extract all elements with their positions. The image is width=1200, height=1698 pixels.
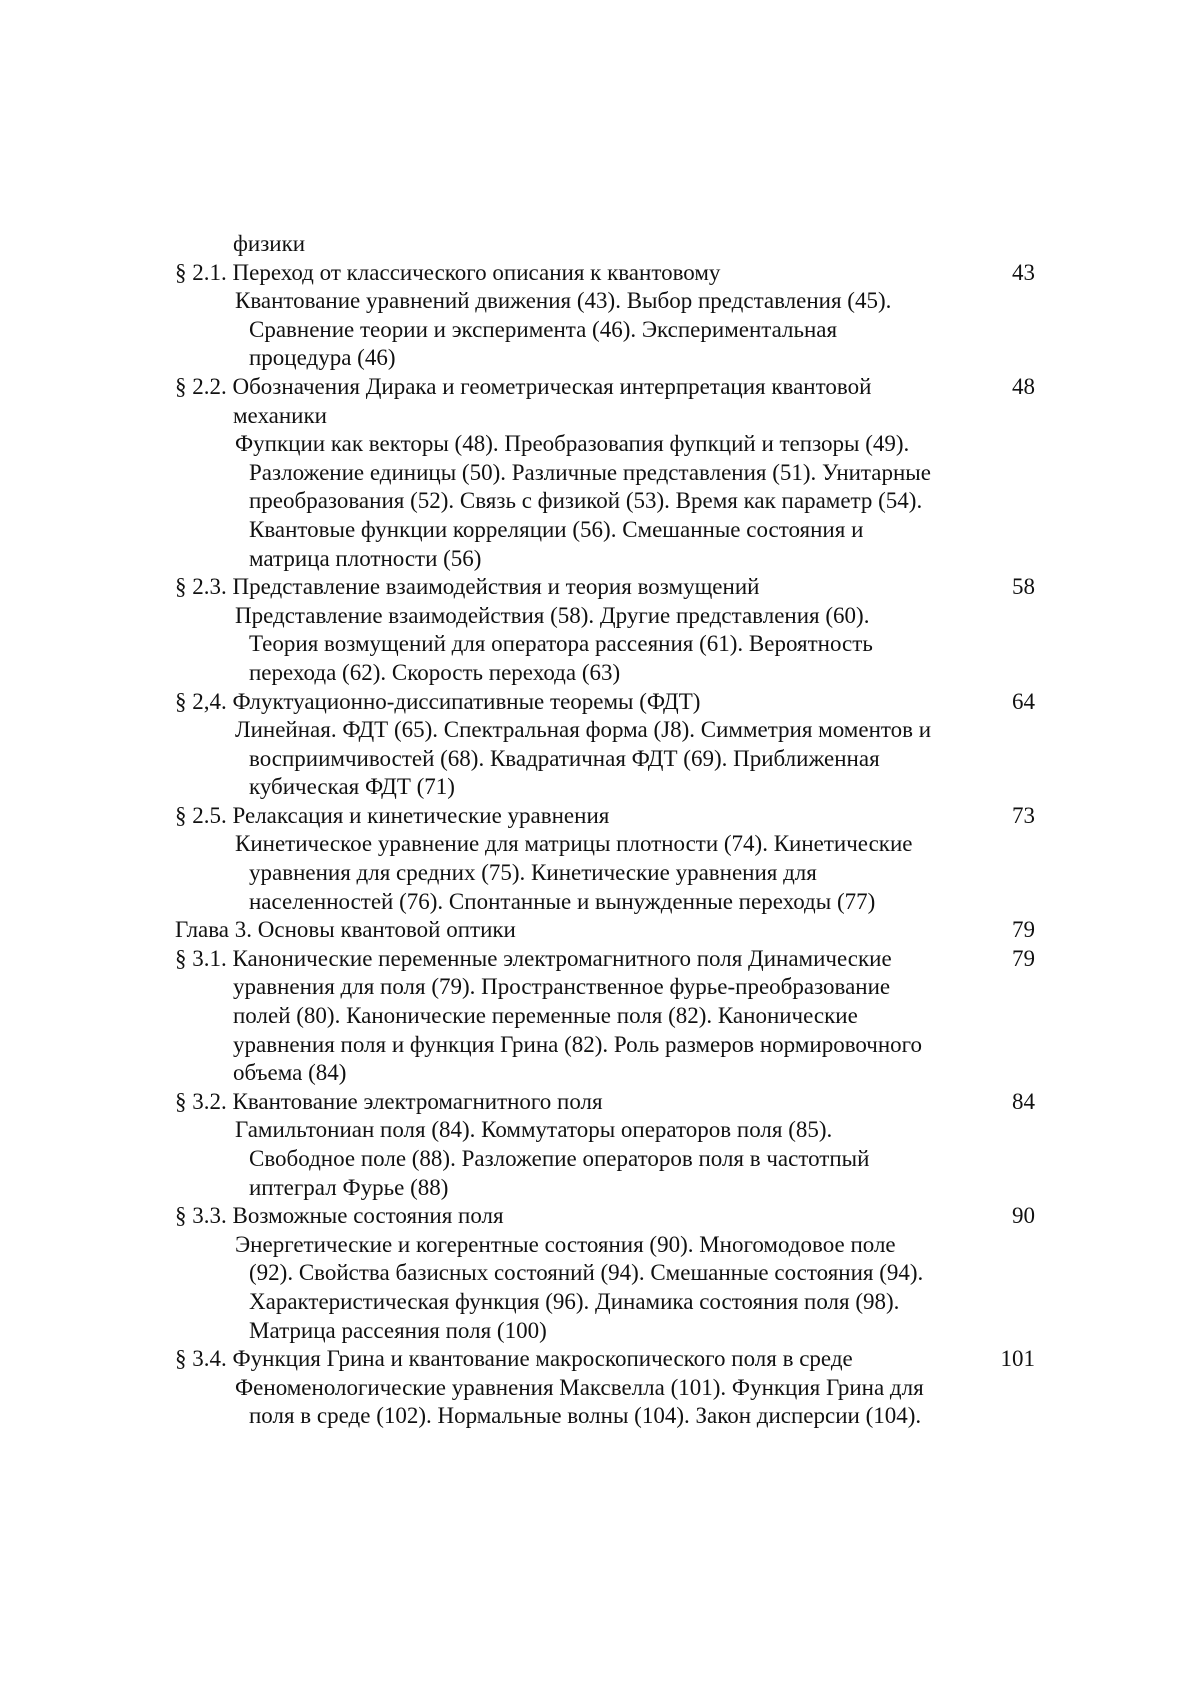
toc-section-title: § 3.3. Возможные состояния поля — [175, 1203, 504, 1229]
toc-continuation-text: физики — [233, 231, 306, 256]
toc-description-text: Кинетическое уравнение для матрицы плотности (74). Кинетические уравнения для средних (75). Кинетические уравнения для населенностей (76). Спонтанные и вынужденные переходы (77) — [235, 831, 913, 914]
toc-page-number: 58 — [1012, 574, 1035, 600]
toc-section-title: § 2.2. Обозначения Дирака и геометрическая интерпретация квантовой механики — [175, 373, 872, 428]
toc-chapter-3 — [175, 916, 1035, 945]
toc-section-title: § 2.1. Переход от классического описания к квантовому — [175, 259, 721, 285]
toc-section-2-1-description — [175, 287, 1035, 373]
toc-section-2-4-description — [175, 716, 1035, 802]
toc-description-text: Гамильтониан поля (84). Коммутаторы операторов поля (85). Свободное поле (88). Разложепие операторов поля в частотпый иптеграл Фурье (88) — [235, 1117, 870, 1200]
toc-description-text: Феноменологические уравнения Максвелла (101). Функция Грина для поля в среде (102). Нормальные волны (104). Закон дисперсии (104). — [235, 1374, 924, 1429]
toc-section-3-1 — [175, 945, 1035, 1088]
toc-section-title: § 3.1. Канонические переменные электромагнитного поля Динамические уравнения для поля (79). Пространственное фурье-преобразование полей (80). Канонические переменные поля (82). Канонические уравнения поля и функция Грина (82). Роль размеров нормировочного объема (84) — [175, 945, 923, 1086]
toc-section-title: § 2.3. Представление взаимодействия и теория возмущений — [175, 574, 760, 600]
toc-description-text: Энергетические и когерентные состояния (90). Многомодовое поле (92). Свойства базисных состояний (94). Смешанные состояния (94). Характеристическая функция (96). Динамика состояния поля (98). Матрица рассеяния поля (100) — [235, 1231, 924, 1343]
toc-section-title: § 3.2. Квантование электромагнитного поля — [175, 1088, 603, 1114]
toc-page-number: 101 — [1000, 1346, 1035, 1372]
toc-description-text: Фупкции как векторы (48). Преобразовапия фупкций и тепзоры (49). Разложение единицы (50). Различные представления (51). Унитарные преобразования (52). Связь с физикой (53). Время как параметр (54). Квантовые функции корреляции (56). Смешанные состояния и матрица плотности (56) — [235, 431, 931, 571]
toc-chapter-title: Глава 3. Основы квантовой оптики — [175, 917, 516, 943]
toc-section-title: § 2.5. Релаксация и кинетические уравнения — [175, 802, 610, 828]
toc-page-number: 84 — [1012, 1088, 1035, 1114]
toc-section-3-3-description — [175, 1231, 1035, 1345]
toc-page-number: 79 — [1012, 917, 1035, 943]
toc-description-text: Квантование уравнений движения (43). Выбор представления (45). Сравнение теории и эксперимента (46). Экспериментальная процедура (46) — [235, 288, 892, 371]
toc-section-3-2-description — [175, 1116, 1035, 1202]
toc-section-3-4-description — [175, 1374, 1035, 1431]
toc-section-2-3-description — [175, 602, 1035, 688]
toc-page-number: 48 — [1012, 373, 1035, 399]
toc-description-text: Линейная. ФДТ (65). Спектральная форма (J8). Симметрия моментов и восприимчивостей (68). Квадратичная ФДТ (69). Приближенная кубическая ФДТ (71) — [235, 717, 932, 800]
toc-continuation — [175, 230, 1035, 259]
toc-section-3-3 — [175, 1202, 1035, 1231]
toc-page-number: 79 — [1012, 945, 1035, 971]
toc-page-number: 90 — [1012, 1203, 1035, 1229]
toc-section-3-4 — [175, 1345, 1035, 1374]
toc-section-2-2 — [175, 373, 1035, 430]
toc-description-text: Представление взаимодействия (58). Другие представления (60). Теория возмущений для оператора рассеяния (61). Вероятность перехода (62). Скорость перехода (63) — [235, 602, 873, 685]
toc-section-title: § 3.4. Функция Грина и квантование макроскопического поля в среде — [175, 1346, 853, 1372]
toc-section-2-5-description — [175, 830, 1035, 916]
toc-page-number: 73 — [1012, 802, 1035, 828]
table-of-contents — [175, 230, 1035, 1431]
toc-section-2-3 — [175, 573, 1035, 602]
toc-section-2-2-description — [175, 430, 1035, 573]
toc-section-2-5 — [175, 802, 1035, 831]
toc-section-2-4 — [175, 688, 1035, 717]
toc-page-number: 43 — [1012, 259, 1035, 285]
toc-section-title: § 2,4. Флуктуационно-диссипативные теоремы (ФДТ) — [175, 688, 701, 714]
toc-section-2-1 — [175, 259, 1035, 288]
toc-page-number: 64 — [1012, 688, 1035, 714]
toc-section-3-2 — [175, 1088, 1035, 1117]
